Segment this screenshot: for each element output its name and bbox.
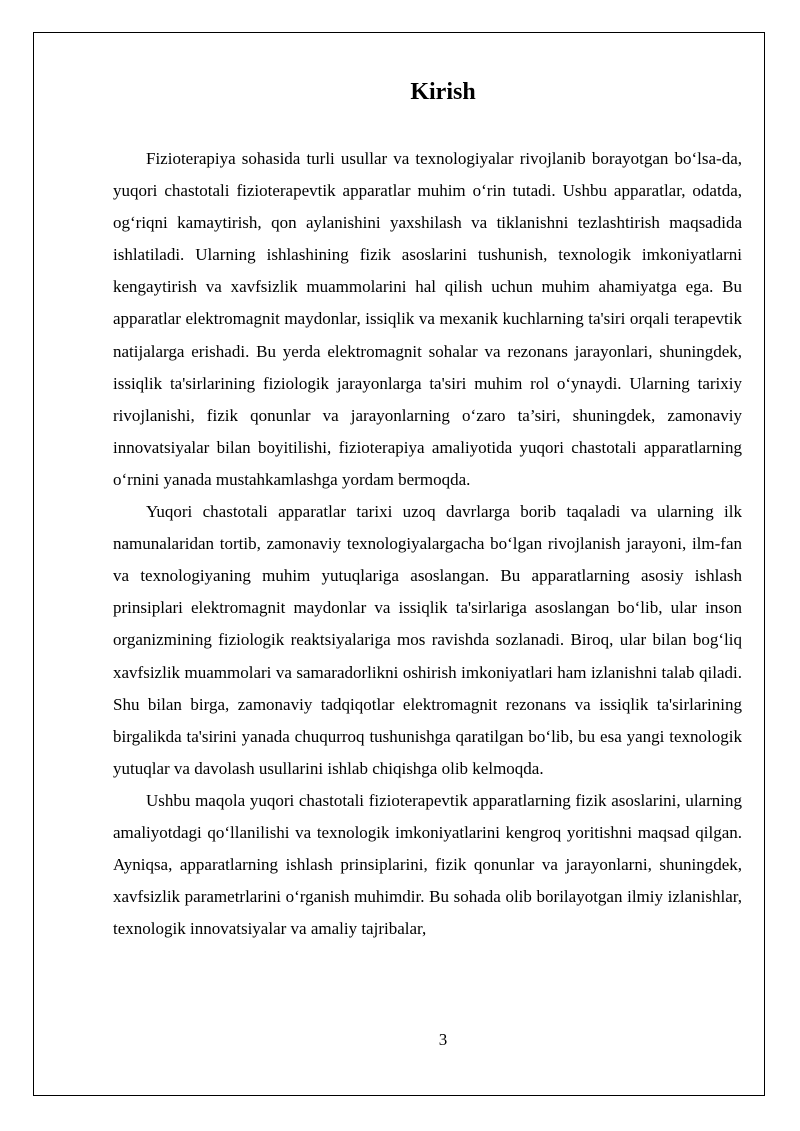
body-text xyxy=(113,143,742,945)
paragraph-1: Fizioterapiya sohasida turli usullar va texnologiyalar rivojlanib borayotgan bo‘lsa-da, yuqori chastotali fizioterapevtik apparatlar muhim o‘rin tutadi. Ushbu apparatlar, odatda, og‘riqni kamaytirish, qon aylanishini yaxshilash va tiklanishni tezlashtirish maqsadida ishlatiladi. Ularning ishlashining fizik asoslarini tushunish, texnologik imkoniyatlarni kengaytirish va xavfsizlik muammolarini hal qilish uchun muhim ahamiyatga ega. Bu apparatlar elektromagnit maydonlar, issiqlik va mexanik kuchlarning ta'siri orqali terapevtik natijalarga erishadi. Bu yerda elektromagnit sohalar va rezonans jarayonlari, shuningdek, issiqlik ta'sirlarining fiziologik jarayonlarga ta'siri muhim rol o‘ynaydi. Ularning tarixiy rivojlanishi, fizik qonunlar va jarayonlarning o‘zaro ta’siri, shuningdek, zamonaviy innovatsiyalar bilan boyitilishi, fizioterapiya amaliyotida yuqori chastotali apparatlarning o‘rnini yanada mustahkamlashga yordam bermoqda. xyxy=(113,149,742,489)
page-number: 3 xyxy=(438,1030,448,1049)
paragraph-2: Yuqori chastotali apparatlar tarixi uzoq davrlarga borib taqaladi va ularning ilk namunalaridan tortib, zamonaviy texnologiyalargacha bo‘lgan rivojlanish jarayoni, ilm-fan va texnologiyaning muhim yutuqlariga asoslangan. Bu apparatlarning asosiy ishlash prinsiplari elektromagnit maydonlar va issiqlik ta'sirlariga asoslangan bo‘lib, ular inson organizmining fiziologik reaktsiyalariga mos ravishda sozlanadi. Biroq, ular bilan bog‘liq xavfsizlik muammolari va samaradorlikni oshirish imkoniyatlari ham izlanishni talab qiladi. Shu bilan birga, zamonaviy tadqiqotlar elektromagnit rezonans va issiqlik ta'sirlarining birgalikda ta'sirini yanada chuqurroq tushunishga qaratilgan bo‘lib, bu esa yangi texnologik yutuqlar va davolash usullarini ishlab chiqishga olib kelmoqda. xyxy=(113,502,742,778)
paragraph-3: Ushbu maqola yuqori chastotali fizioterapevtik apparatlarning fizik asoslarini, ularning amaliyotdagi qo‘llanilishi va texnologik imkoniyatlarini kengroq yoritishni maqsad qilgan. Ayniqsa, apparatlarning ishlash prinsiplarini, fizik qonunlar va jarayonlarni, shuningdek, xavfsizlik parametrlarini o‘rganish muhimdir. Bu sohada olib borilayotgan ilmiy izlanishlar, texnologik innovatsiyalar va amaliy tajribalar, xyxy=(113,790,742,939)
page-title: Kirish xyxy=(410,79,476,105)
